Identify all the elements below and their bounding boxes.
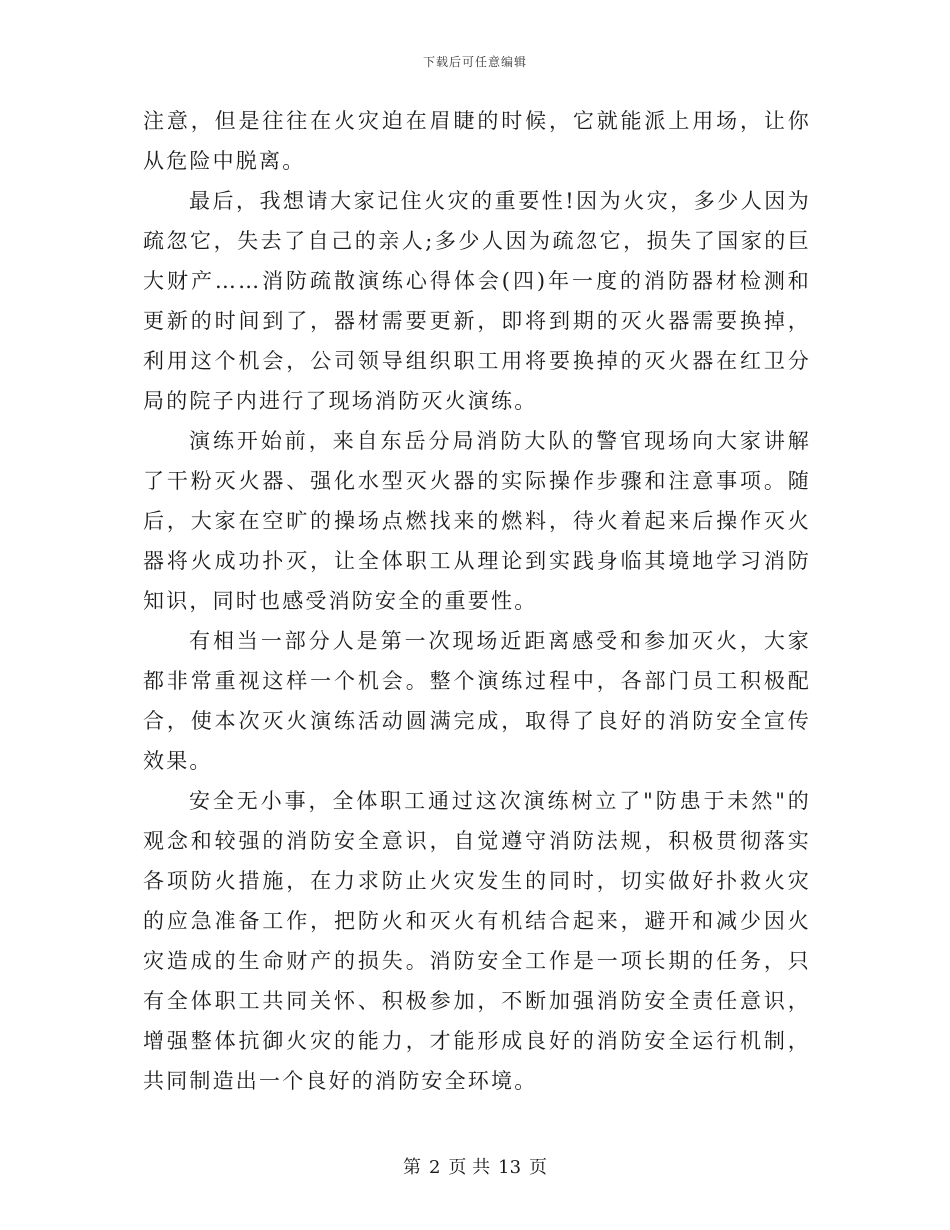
total-page-count: 13 xyxy=(498,1157,522,1178)
page-footer xyxy=(0,1153,950,1179)
paragraph-2: 最后，我想请大家记住火灾的重要性!因为火灾，多少人因为疏忽它，失去了自己的亲人;多少人因为疏忽它，损失了国家的巨大财产……消防疏散演练心得体会(四)年一度的消防器材检测和更新的时间到了，器材需要更新，即将到期的灭火器需要换掉，利用这个机会，公司领导组织职工用将要换掉的灭火器在红卫分局的院子内进行了现场消防灭火演练。 xyxy=(143,189,811,413)
paragraph-5: 安全无小事，全体职工通过这次演练树立了"防患于未然"的观念和较强的消防安全意识，自觉遵守消防法规，积极贯彻落实各项防火措施，在力求防止火灾发生的同时，切实做好扑救火灾的应急准备工作，把防火和灭火有机结合起来，避开和减少因火灾造成的生命财产的损失。消防安全工作是一项长期的任务，只有全体职工共同关怀、积极参加，不断加强消防安全责任意识，增强整体抗御火灾的能力，才能形成良好的消防安全运行机制，共同制造出一个良好的消防安全环境。 xyxy=(143,789,811,1093)
current-page-number: 2 xyxy=(428,1157,441,1178)
paragraph-3: 演练开始前，来自东岳分局消防大队的警官现场向大家讲解了干粉灭火器、强化水型灭火器的实际操作步骤和注意事项。随后，大家在空旷的操场点燃找来的燃料，待火着起来后操作灭火器将火成功扑灭，让全体职工从理论到实践身临其境地学习消防知识，同时也感受消防安全的重要性。 xyxy=(143,429,811,613)
paragraph-4: 有相当一部分人是第一次现场近距离感受和参加灭火，大家都非常重视这样一个机会。整个演练过程中，各部门员工积极配合，使本次灭火演练活动圆满完成，取得了良好的消防安全宣传效果。 xyxy=(143,629,811,773)
page-number-middle: 页 共 xyxy=(448,1157,491,1178)
document-body xyxy=(143,101,811,1101)
page-number-suffix: 页 xyxy=(529,1157,548,1178)
page-number-prefix: 第 xyxy=(402,1157,421,1178)
paragraph-1: 注意，但是往往在火灾迫在眉睫的时候，它就能派上用场，让你从危险中脱离。 xyxy=(143,109,811,173)
page-header: 下载后可任意编辑 xyxy=(422,55,527,69)
